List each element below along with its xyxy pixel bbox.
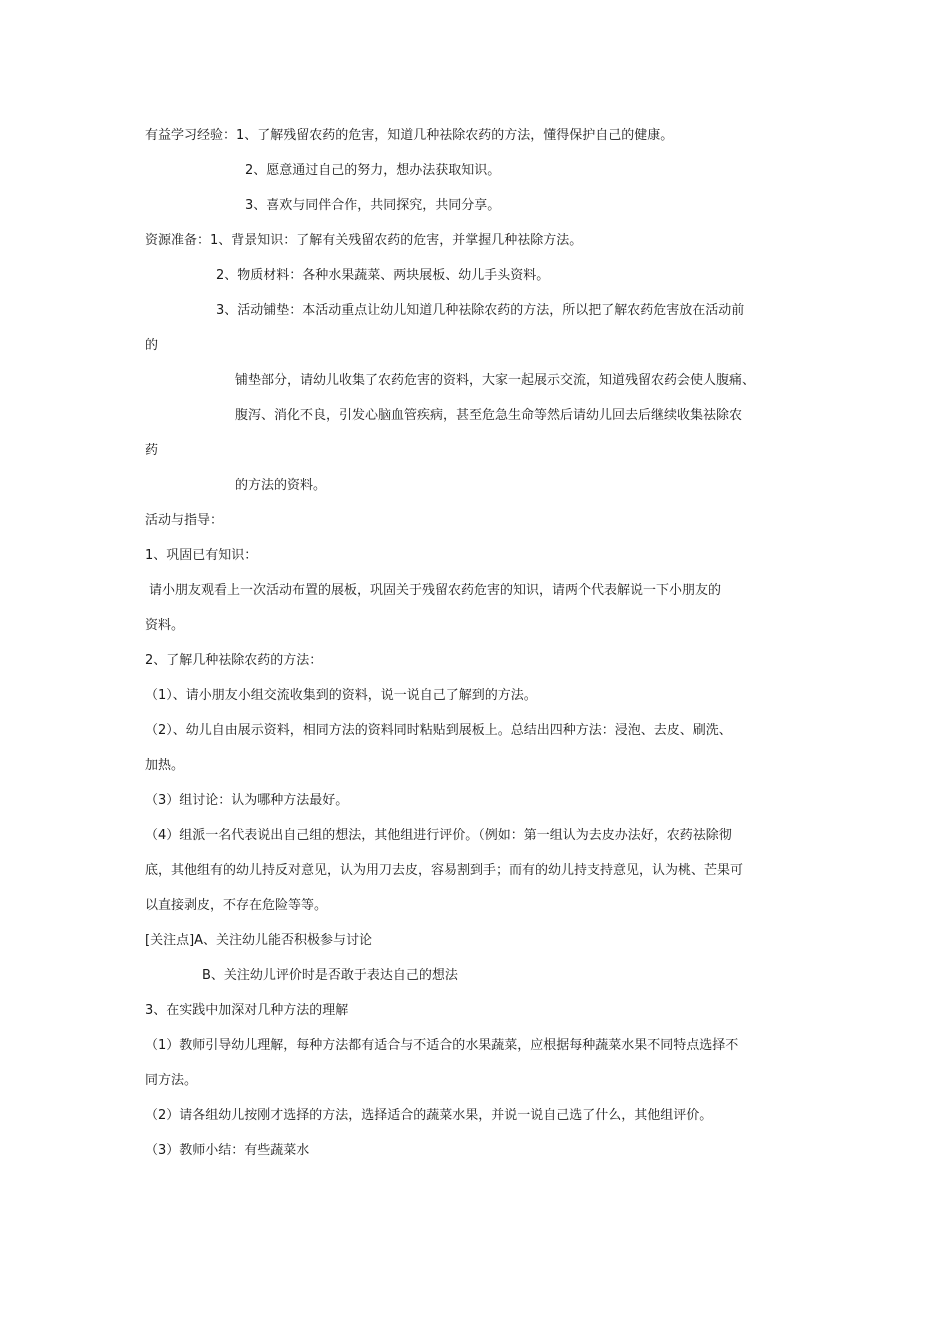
text-line: B、关注幼儿评价时是否敢于表达自己的想法 <box>202 968 458 983</box>
text-line: （3）教师小结：有些蔬菜水 <box>145 1143 310 1158</box>
text-line: （1）、请小朋友小组交流收集到的资料，说一说自己了解到的方法。 <box>145 688 537 703</box>
text-line: 铺垫部分，请幼儿收集了农药危害的资料，大家一起展示交流，知道残留农药会使人腹痛、 <box>235 373 756 388</box>
text-line: （2）请各组幼儿按刚才选择的方法，选择适合的蔬菜水果，并说一说自己选了什么，其他组评价。 <box>145 1108 713 1123</box>
text-line: 请小朋友观看上一次活动布置的展板，巩固关于残留农药危害的知识，请两个代表解说一下小朋友的 <box>149 583 722 598</box>
text-line: （4）组派一名代表说出自己组的想法，其他组进行评价。（例如：第一组认为去皮办法好，农药祛除彻 <box>145 828 732 843</box>
section-heading: 活动与指导： <box>145 513 224 528</box>
text-line: 底，其他组有的幼儿持反对意见，认为用刀去皮，容易割到手；而有的幼儿持支持意见，认为桃、芒果可 <box>145 863 744 878</box>
text-line: 的 <box>145 338 159 353</box>
text-line: [关注点]A、关注幼儿能否积极参与讨论 <box>145 933 373 948</box>
text-line: 3、活动铺垫：本活动重点让幼儿知道几种祛除农药的方法，所以把了解农药危害放在活动前 <box>216 303 745 318</box>
text-line: 有益学习经验：1、了解残留农药的危害，知道几种祛除农药的方法，懂得保护自己的健康。 <box>145 128 674 143</box>
text-line: 加热。 <box>145 758 185 773</box>
text-line: 药 <box>145 443 159 458</box>
text-line: 资料。 <box>145 618 185 633</box>
text-line: （2）、幼儿自由展示资料，相同方法的资料同时粘贴到展板上。总结出四种方法：浸泡、去皮、刷洗、 <box>145 723 732 738</box>
text-line: （3）组讨论：认为哪种方法最好。 <box>145 793 349 808</box>
text-line: 同方法。 <box>145 1073 198 1088</box>
text-line: 3、喜欢与同伴合作，共同探究，共同分享。 <box>245 198 501 213</box>
section-heading: 2、了解几种祛除农药的方法： <box>145 653 323 668</box>
text-line: 的方法的资料。 <box>235 478 327 493</box>
section-heading: 1、巩固已有知识： <box>145 548 258 563</box>
text-line: 2、愿意通过自己的努力，想办法获取知识。 <box>245 163 501 178</box>
text-line: 2、物质材料：各种水果蔬菜、两块展板、幼儿手头资料。 <box>216 268 550 283</box>
text-line: 腹泻、消化不良，引发心脑血管疾病，甚至危急生命等然后请幼儿回去后继续收集祛除农 <box>235 408 743 423</box>
text-line: 资源准备：1、背景知识：了解有关残留农药的危害，并掌握几种祛除方法。 <box>145 233 583 248</box>
text-line: 以直接剥皮，不存在危险等等。 <box>145 898 328 913</box>
text-line: （1）教师引导幼儿理解，每种方法都有适合与不适合的水果蔬菜，应根据每种蔬菜水果不同特点选择不 <box>145 1038 739 1053</box>
section-heading: 3、在实践中加深对几种方法的理解 <box>145 1003 349 1018</box>
